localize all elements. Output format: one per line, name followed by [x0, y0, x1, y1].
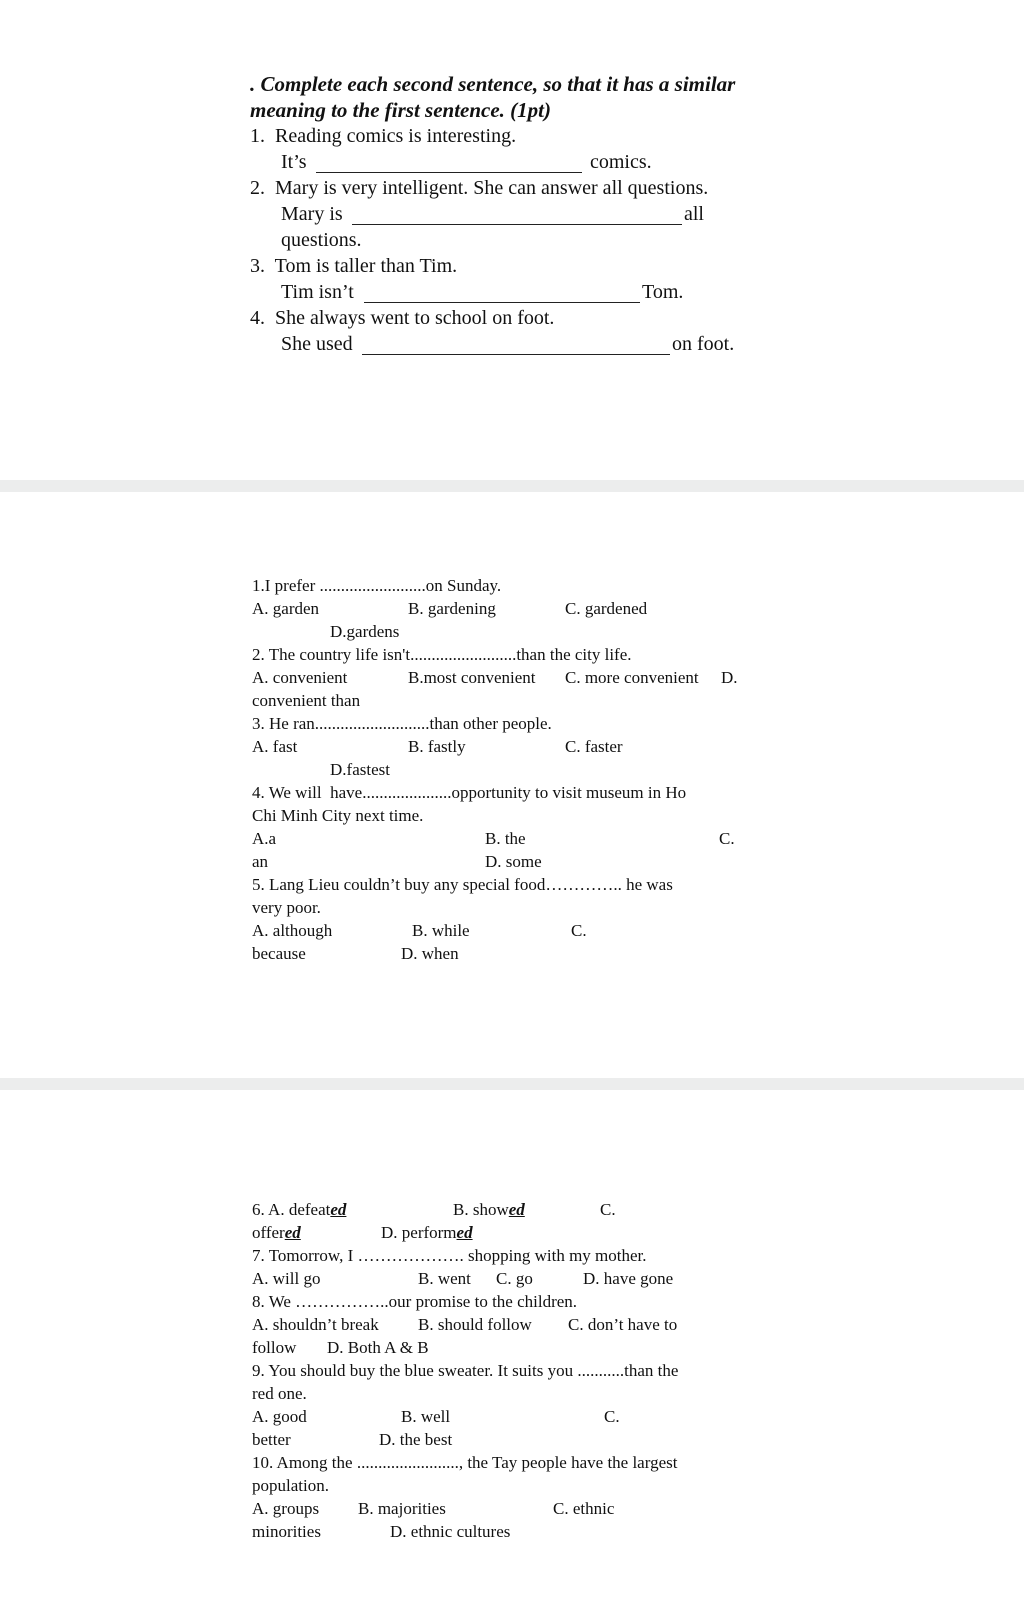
option-b[interactable]: B. while: [412, 921, 470, 940]
option-b[interactable]: B. gardening: [408, 599, 496, 618]
question-line: 3. He ran...........................than other people.: [252, 714, 552, 733]
answer-end-1: comics.: [590, 151, 652, 173]
answer-start-4: She used: [281, 333, 353, 355]
option-c-continuation: better: [252, 1430, 291, 1449]
question-line: 10. Among the ........................, the Tay people have the largest: [252, 1453, 678, 1472]
option-d[interactable]: D.gardens: [330, 622, 400, 641]
option-c[interactable]: C.: [604, 1407, 620, 1426]
question-line: 4. We will have.....................opportunity to visit museum in Ho: [252, 783, 687, 802]
question-1: 1. Reading comics is interesting.: [250, 125, 517, 147]
option-b[interactable]: B. majorities: [358, 1499, 446, 1518]
question-3: 3. Tom is taller than Tim.: [250, 255, 458, 277]
question-continuation: red one.: [252, 1384, 307, 1403]
option-a[interactable]: A. will go: [252, 1269, 321, 1288]
answer-blank-3[interactable]: [364, 302, 640, 303]
option-b[interactable]: B. the: [485, 829, 526, 848]
option-b[interactable]: B. showed: [453, 1200, 525, 1219]
option-c[interactable]: C.: [600, 1200, 616, 1219]
option-c-continuation: follow: [252, 1338, 297, 1357]
answer-start-2: Mary is: [281, 203, 343, 225]
option-a[interactable]: A. although: [252, 921, 333, 940]
answer-blank-4[interactable]: [362, 354, 670, 355]
question-4: 4. She always went to school on foot.: [250, 307, 555, 329]
option-b[interactable]: B. went: [418, 1269, 471, 1288]
answer-blank-1[interactable]: [316, 172, 582, 173]
option-c-continuation: because: [252, 944, 306, 963]
option-a[interactable]: A. good: [252, 1407, 307, 1426]
option-d[interactable]: D.fastest: [330, 760, 390, 779]
answer-end-3: Tom.: [642, 281, 684, 303]
option-a[interactable]: A. shouldn’t break: [252, 1315, 379, 1334]
exercise-panel-multiple-choice-1: [0, 492, 1024, 1078]
option-d[interactable]: D. performed: [381, 1223, 473, 1242]
option-c[interactable]: C.: [571, 921, 587, 940]
question-line: 5. Lang Lieu couldn’t buy any special food………….. he was: [252, 875, 673, 894]
option-a[interactable]: A. groups: [252, 1499, 320, 1518]
section-title-line1: . Complete each second sentence, so that it has a similar: [250, 72, 736, 96]
question-line: 8. We ……………..our promise to the children.: [252, 1292, 578, 1311]
option-b[interactable]: B. should follow: [418, 1315, 532, 1334]
question-continuation: very poor.: [252, 898, 321, 917]
option-c[interactable]: C. go: [496, 1269, 533, 1288]
option-a[interactable]: A. fast: [252, 737, 298, 756]
option-d[interactable]: D. some: [485, 852, 542, 871]
option-a[interactable]: 6. A. defeated: [252, 1200, 347, 1219]
option-d-continuation: convenient than: [252, 691, 361, 710]
option-a[interactable]: A. convenient: [252, 668, 348, 687]
question-line: 1.I prefer .........................on Sunday.: [252, 576, 502, 595]
question-continuation: Chi Minh City next time.: [252, 806, 424, 825]
answer-blank-2[interactable]: [352, 224, 682, 225]
section-title-line2: meaning to the first sentence. (1pt): [250, 98, 551, 122]
panel-separator: [0, 480, 1024, 492]
option-b[interactable]: B. well: [401, 1407, 451, 1426]
answer-start-1: It’s: [281, 151, 307, 173]
exercise-panel-multiple-choice-2: [0, 1090, 1024, 1623]
option-d[interactable]: D. ethnic cultures: [390, 1522, 511, 1541]
option-c[interactable]: C. more convenient: [565, 668, 699, 687]
question-continuation: population.: [252, 1476, 329, 1495]
question-line: 9. You should buy the blue sweater. It suits you ...........than the: [252, 1361, 679, 1380]
option-c[interactable]: C.: [719, 829, 735, 848]
panel-separator: [0, 1078, 1024, 1090]
option-c[interactable]: C. gardened: [565, 599, 648, 618]
question-2: 2. Mary is very intelligent. She can answer all questions.: [250, 177, 709, 199]
option-c-continuation: minorities: [252, 1522, 321, 1541]
option-a[interactable]: A.a: [252, 829, 277, 848]
option-c[interactable]: C. faster: [565, 737, 623, 756]
option-a[interactable]: A. garden: [252, 599, 320, 618]
question-line: 7. Tomorrow, I ………………. shopping with my mother.: [252, 1246, 647, 1265]
answer-end-2: all: [684, 203, 704, 225]
answer-start-3: Tim isn’t: [281, 281, 354, 303]
exercise-panel-rewrite: [0, 0, 1024, 480]
option-d[interactable]: D. have gone: [583, 1269, 674, 1288]
option-d[interactable]: D. Both A & B: [327, 1338, 429, 1357]
option-c-continuation: offered: [252, 1223, 301, 1242]
option-d[interactable]: D. when: [401, 944, 459, 963]
option-c-continuation: an: [252, 852, 269, 871]
answer-end-4: on foot.: [672, 333, 735, 355]
option-b[interactable]: B. fastly: [408, 737, 466, 756]
option-b[interactable]: B.most convenient: [408, 668, 536, 687]
option-c[interactable]: C. ethnic: [553, 1499, 615, 1518]
option-c[interactable]: C. don’t have to: [568, 1315, 678, 1334]
answer-continuation-2: questions.: [281, 229, 362, 251]
question-line: 2. The country life isn't.........................than the city life.: [252, 645, 632, 664]
option-d[interactable]: D. the best: [379, 1430, 453, 1449]
option-d[interactable]: D.: [721, 668, 738, 687]
